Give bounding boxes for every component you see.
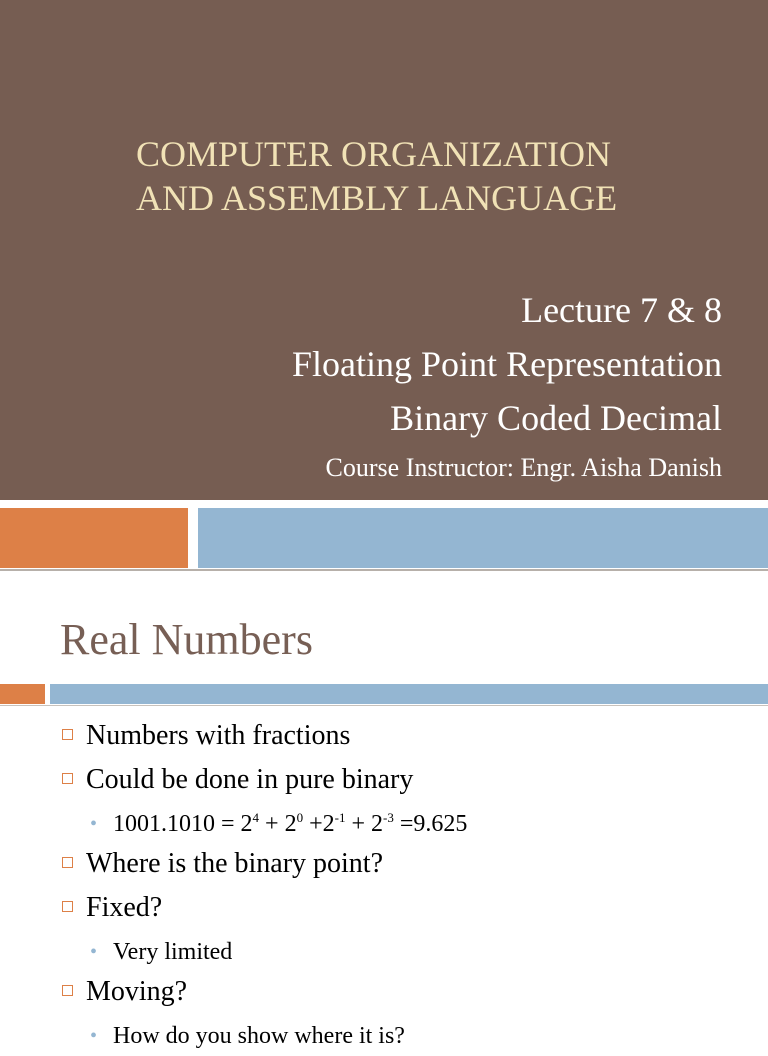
- slide2-divider: [0, 705, 768, 706]
- square-bullet-icon: [62, 857, 73, 868]
- course-title-line2: AND ASSEMBLY LANGUAGE: [136, 178, 618, 218]
- slide2-blue-accent: [50, 684, 768, 704]
- slide1-orange-accent: [0, 508, 188, 568]
- square-bullet-icon: [62, 729, 73, 740]
- square-bullet-icon: [62, 985, 73, 996]
- title-slide: [0, 0, 768, 500]
- list-item: Where is the binary point?: [0, 844, 768, 888]
- slide2-title: Real Numbers: [60, 615, 313, 664]
- dot-bullet-icon: •: [90, 813, 98, 835]
- bullet-list: [0, 716, 768, 1056]
- course-title: [136, 132, 736, 220]
- dot-bullet-icon: •: [90, 1025, 98, 1047]
- list-item: Fixed?: [0, 888, 768, 932]
- list-item: Numbers with fractions: [0, 716, 768, 760]
- sub-list-item: • Very limited: [0, 932, 768, 972]
- binary-equation: $1001.1010 = 2^4 + 2^0 +2^{-1} + 2^{-3} =9.625$: [113, 810, 468, 837]
- list-item: Could be done in pure binary: [0, 760, 768, 804]
- square-bullet-icon: [62, 773, 73, 784]
- sub-list-item: • How do you show where it is?: [0, 1016, 768, 1056]
- instructor-name: Course Instructor: Engr. Aisha Danish: [325, 453, 722, 482]
- slide1-blue-accent: [198, 508, 768, 568]
- topic-bcd: Binary Coded Decimal: [390, 398, 722, 438]
- course-title-line1: COMPUTER ORGANIZATION: [136, 134, 611, 174]
- slide-divider: [0, 569, 768, 571]
- dot-bullet-icon: •: [90, 941, 98, 963]
- topic-floating-point: Floating Point Representation: [292, 344, 722, 384]
- slide2-orange-accent: [0, 684, 45, 704]
- lecture-number: Lecture 7 & 8: [521, 290, 722, 330]
- subtitle-block: [292, 283, 722, 491]
- square-bullet-icon: [62, 901, 73, 912]
- sub-list-item: [0, 804, 768, 844]
- list-item: Moving?: [0, 972, 768, 1016]
